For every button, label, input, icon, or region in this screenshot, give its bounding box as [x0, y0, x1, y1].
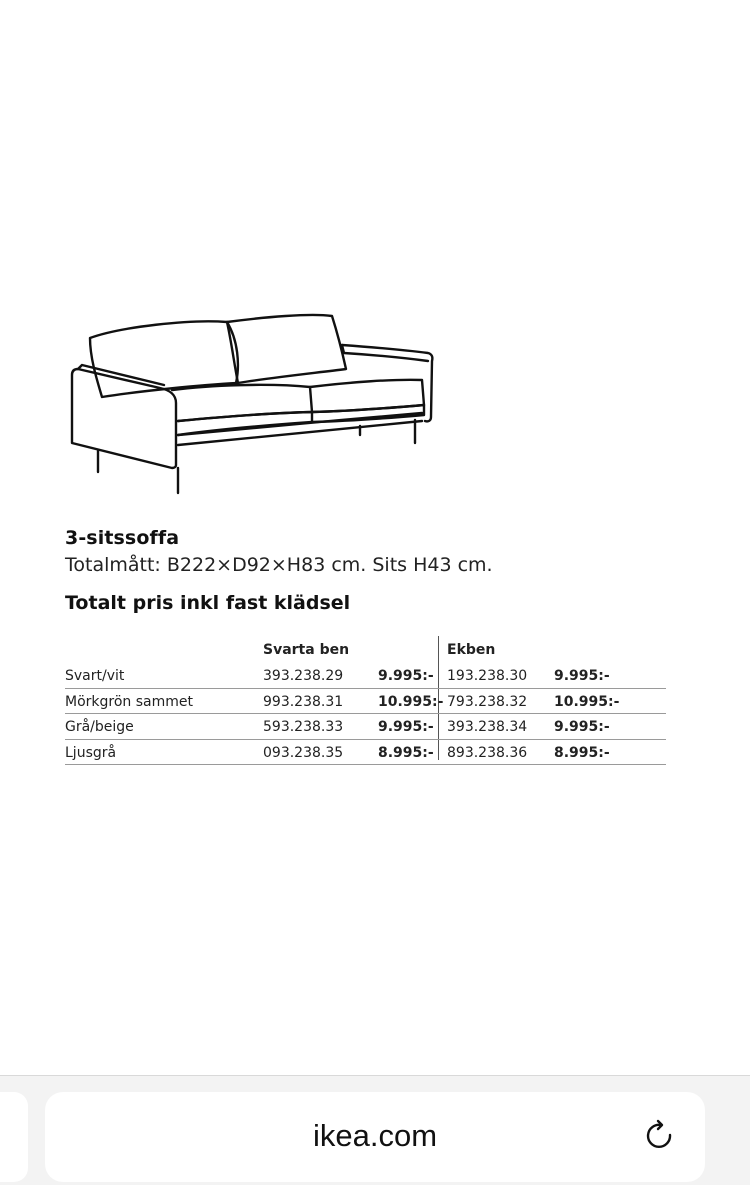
- row-article-black: 093.238.35: [263, 744, 344, 761]
- row-price-oak: 9.995:-: [554, 668, 610, 684]
- row-price-black: 10.995:-: [378, 693, 444, 710]
- row-color: Ljusgrå: [65, 744, 117, 761]
- browser-bottom-bar: [0, 1075, 750, 1185]
- header-black-legs: Svarta ben: [263, 642, 350, 658]
- row-article-oak: 193.238.30: [447, 668, 528, 684]
- url-text[interactable]: ikea.com: [312, 1118, 438, 1153]
- row-article-black: 393.238.29: [263, 668, 344, 684]
- row-price-black: 9.995:-: [378, 719, 434, 735]
- row-color: Grå/beige: [65, 719, 134, 735]
- row-article-oak: 793.238.32: [447, 693, 528, 710]
- row-article-black: 593.238.33: [263, 719, 344, 735]
- row-color: Svart/vit: [65, 668, 125, 684]
- reload-icon[interactable]: [642, 1119, 678, 1155]
- row-article-oak: 893.238.36: [447, 744, 528, 761]
- product-dimensions: Totalmått: B222×D92×H83 cm. Sits H43 cm.: [65, 554, 493, 576]
- header-oak-legs: Ekben: [447, 642, 496, 658]
- price-heading: Totalt pris inkl fast klädsel: [65, 592, 351, 614]
- product-title: 3-sitssoffa: [65, 527, 180, 549]
- sofa-illustration: [60, 305, 440, 500]
- row-price-oak: 10.995:-: [554, 693, 620, 710]
- row-article-black: 993.238.31: [263, 693, 344, 710]
- table-row: [65, 740, 666, 766]
- table-row: [65, 689, 666, 715]
- table-row: [65, 663, 666, 689]
- row-price-oak: 8.995:-: [554, 744, 610, 761]
- row-price-oak: 9.995:-: [554, 719, 610, 735]
- previous-tab-card[interactable]: [0, 1092, 28, 1182]
- price-table: [65, 636, 666, 765]
- row-price-black: 8.995:-: [378, 744, 434, 761]
- address-bar[interactable]: [45, 1092, 705, 1182]
- row-article-oak: 393.238.34: [447, 719, 528, 735]
- table-header-row: [65, 636, 666, 663]
- row-price-black: 9.995:-: [378, 668, 434, 684]
- row-color: Mörkgrön sammet: [65, 693, 193, 710]
- table-row: [65, 714, 666, 740]
